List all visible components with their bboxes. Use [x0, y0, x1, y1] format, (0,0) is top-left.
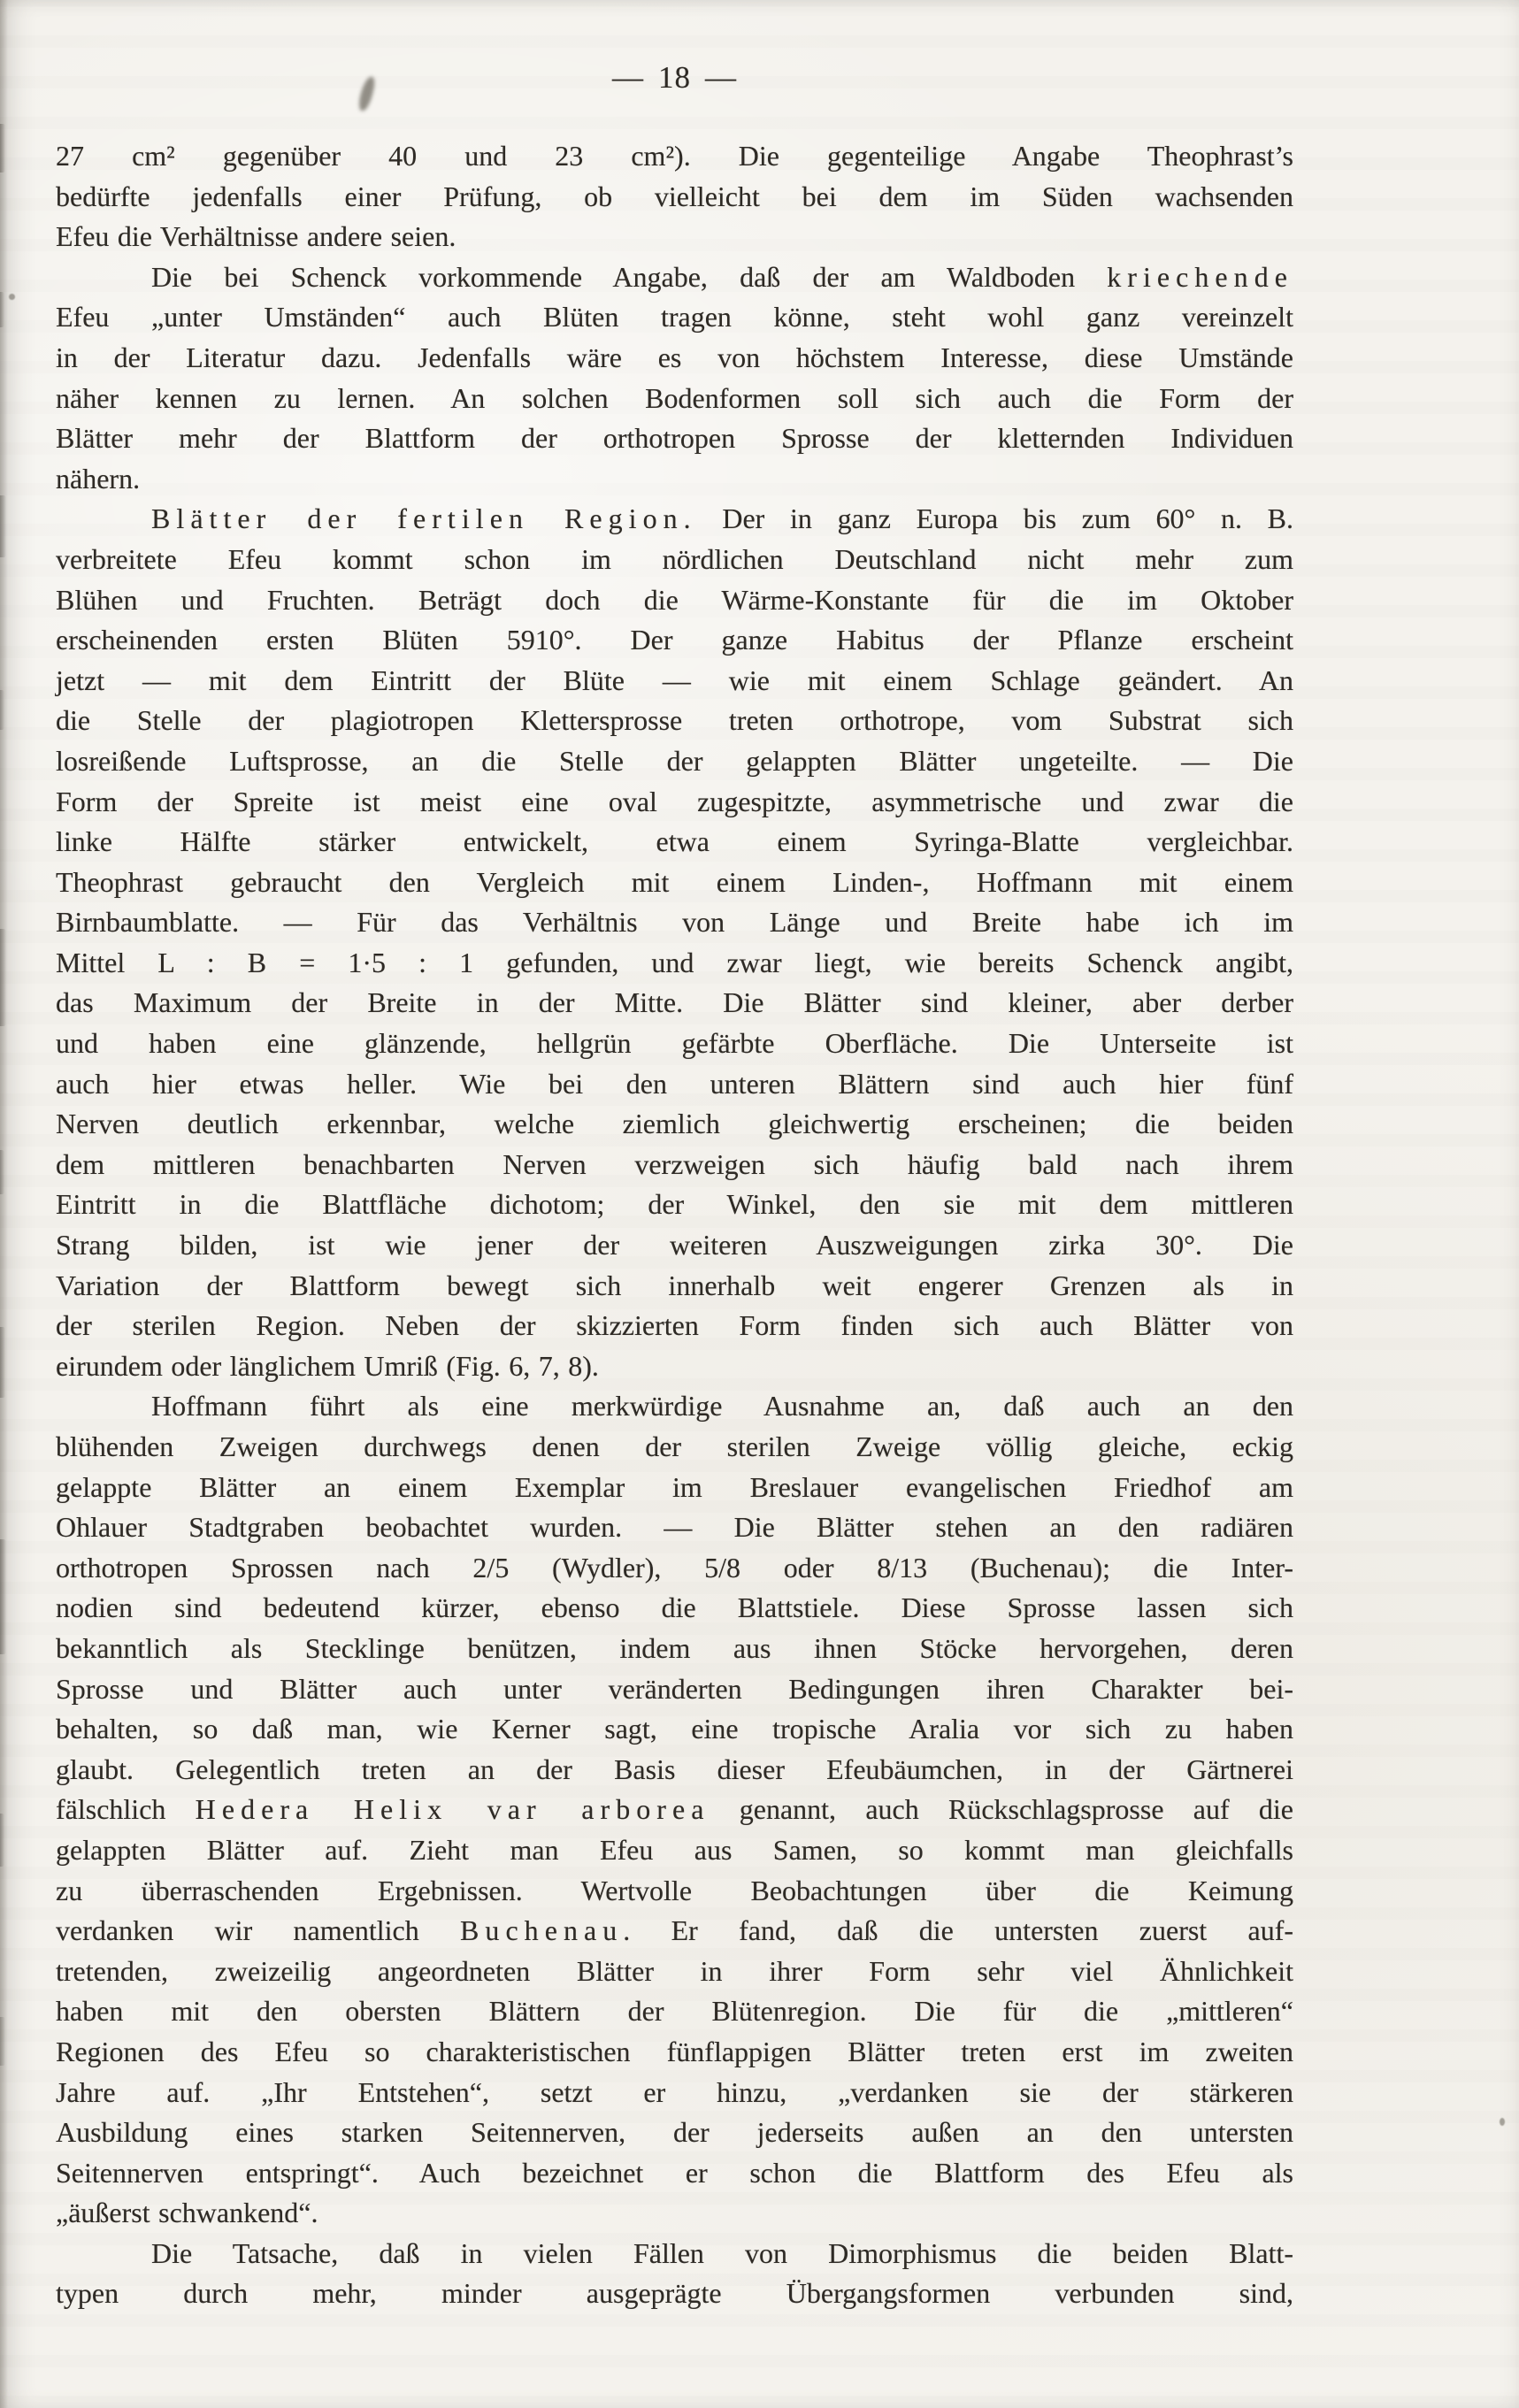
text-line — [56, 661, 1293, 702]
text-segment: Theophrast gebraucht den Vergleich mit einem Linden-, Hoffmann mit einem — [56, 865, 1293, 898]
text-segment: fälschlich — [56, 1793, 196, 1826]
text-segment: Birnbaumblatte. — Für das Verhältnis von Länge und Breite habe ich im — [56, 906, 1293, 939]
text-segment: Blätter mehr der Blattform der orthotropen Sprosse der kletternden Individuen — [56, 422, 1293, 455]
text-line — [56, 983, 1293, 1024]
text-segment: Die bei Schenck vorkommende Angabe, daß der am Waldboden — [151, 260, 1108, 293]
header-dash-left: — — [612, 60, 644, 95]
text-segment: bedürfte jedenfalls einer Prüfung, ob vielleicht bei dem im Süden wachsenden — [56, 180, 1293, 212]
scan-edge-artifact — [0, 1539, 6, 1654]
text-line — [56, 741, 1293, 782]
text-line — [56, 620, 1293, 661]
text-line — [56, 1064, 1293, 1105]
text-line — [56, 2274, 1293, 2314]
text-line — [56, 782, 1293, 823]
text-line — [56, 1629, 1293, 1669]
text-line — [56, 1871, 1293, 1912]
text-segment: Regionen des Efeu so charakteristischen fünflappigen Blätter treten erst im zweiten — [56, 2035, 1293, 2067]
text-segment: Jahre auf. „Ihr Entstehen“, setzt er hinzu, „verdanken sie der stärkeren — [56, 2075, 1293, 2108]
letterspaced-text: Blätter der fertilen Region. — [151, 502, 697, 535]
text-segment: Sprosse und Blätter auch unter veränderten Bedingungen ihren Charakter bei- — [56, 1672, 1293, 1705]
text-segment: glaubt. Gelegentlich treten an der Basis dieser Efeubäumchen, in der Gärtnerei — [56, 1752, 1293, 1785]
text-segment: linke Hälfte stärker entwickelt, etwa einem Syringa-Blatte vergleichbar. — [56, 825, 1293, 858]
scan-edge-artifact — [0, 124, 5, 173]
text-segment: auch hier etwas heller. Wie bei den unteren Blättern sind auch hier fünf — [56, 1067, 1293, 1100]
text-line — [56, 1145, 1293, 1185]
scan-edge-artifact — [0, 1814, 4, 1867]
text-segment: Ausbildung eines starken Seitennerven, der jederseits außen an den untersten — [56, 2116, 1293, 2149]
text-segment: gelappte Blätter an einem Exemplar im Breslauer evangelischen Friedhof am — [56, 1470, 1293, 1503]
text-segment: tretenden, zweizeilig angeordneten Blätter in ihrer Form sehr viel Ähnlichkeit — [56, 1954, 1293, 1987]
text-line — [56, 540, 1293, 580]
text-segment: typen durch mehr, minder ausgeprägte Übergangsformen verbunden sind, — [56, 2277, 1293, 2310]
text-line — [56, 1306, 1293, 1346]
text-segment: Der in ganz Europa bis zum 60° n. B. — [696, 502, 1293, 535]
text-line — [56, 1225, 1293, 1266]
text-segment: näher kennen zu lernen. An solchen Bodenformen soll sich auch die Form der — [56, 381, 1293, 414]
page-number: 18 — [658, 60, 691, 95]
text-segment: nähern. — [56, 462, 141, 495]
text-line — [56, 2153, 1293, 2194]
text-segment: Strang bilden, ist wie jener der weiteren Auszweigungen zirka 30°. Die — [56, 1229, 1293, 1262]
text-segment: zu überraschenden Ergebnissen. Wertvolle Beobachtungen über die Keimung — [56, 1874, 1293, 1906]
text-segment: Variation der Blattform bewegt sich innerhalb weit engerer Grenzen als in — [56, 1269, 1293, 1301]
text-segment: . Er fand, daß die untersten zuerst auf- — [623, 1914, 1294, 1947]
text-segment: und haben eine glänzende, hellgrün gefärbte Oberfläche. Die Unterseite ist — [56, 1027, 1293, 1060]
scan-edge-artifact — [0, 292, 4, 327]
text-line — [56, 2234, 1293, 2274]
text-line — [56, 1548, 1293, 1589]
text-line — [56, 379, 1293, 419]
scan-edge-artifact — [0, 1327, 5, 1398]
text-line — [56, 418, 1293, 459]
text-line — [56, 2032, 1293, 2073]
text-line — [56, 863, 1293, 903]
text-segment: haben mit den obersten Blättern der Blütenregion. Die für die „mittleren“ — [56, 1995, 1293, 2028]
text-segment: „äußerst schwankend“. — [56, 2197, 318, 2229]
text-line — [56, 1911, 1293, 1952]
text-segment: verdanken wir namentlich — [56, 1914, 461, 1947]
scan-edge-artifact — [0, 495, 6, 557]
text-line — [56, 338, 1293, 379]
text-segment: Nerven deutlich erkennbar, welche ziemlich gleichwertig erscheinen; die beiden — [56, 1108, 1293, 1140]
text-line — [56, 297, 1293, 338]
scan-edge-artifact — [0, 690, 4, 730]
ink-speck — [1500, 2118, 1505, 2126]
text-line — [56, 1104, 1293, 1145]
text-segment: Form der Spreite ist meist eine oval zugespitzte, asymmetrische und zwar die — [56, 785, 1293, 817]
text-line — [56, 217, 1293, 257]
header-dash-right: — — [705, 60, 737, 95]
text-line — [56, 2193, 1293, 2234]
ink-speck — [9, 294, 15, 300]
text-segment: dem mittleren benachbarten Nerven verzweigen sich häufig bald nach ihrem — [56, 1147, 1293, 1180]
letterspaced-text: kriechende — [1107, 260, 1293, 293]
text-line — [56, 1024, 1293, 1064]
text-segment: jetzt — mit dem Eintritt der Blüte — wie mit einem Schlage geändert. An — [56, 663, 1293, 696]
text-segment: Eintritt in die Blattfläche dichotom; der Winkel, den sie mit dem mittleren — [56, 1188, 1293, 1221]
text-line — [56, 136, 1293, 177]
text-segment: die Stelle der plagiotropen Klettersprosse treten orthotrope, vom Substrat sich — [56, 704, 1293, 737]
text-segment: blühenden Zweigen durchwegs denen der sterilen Zweige völlig gleiche, eckig — [56, 1430, 1293, 1462]
text-block — [56, 136, 1293, 2314]
text-line — [56, 902, 1293, 943]
text-segment: gelappten Blätter auf. Zieht man Efeu aus Samen, so kommt man gleichfalls — [56, 1833, 1293, 1866]
letterspaced-text: Buchenau — [460, 1914, 624, 1947]
text-line — [56, 1386, 1293, 1427]
page-content — [56, 58, 1293, 2314]
scan-edge-artifact — [0, 929, 6, 1026]
text-line — [56, 1185, 1293, 1225]
text-segment: Efeu „unter Umständen“ auch Blüten tragen könne, steht wohl ganz vereinzelt — [56, 301, 1293, 334]
text-line — [56, 177, 1293, 218]
text-segment: Ohlauer Stadtgraben beobachtet wurden. — Die Blätter stehen an den radiären — [56, 1511, 1293, 1544]
text-line — [56, 580, 1293, 621]
scan-edge-artifact — [0, 1150, 4, 1194]
text-line — [56, 257, 1293, 298]
text-line — [56, 1588, 1293, 1629]
text-line — [56, 1427, 1293, 1468]
page-header — [56, 58, 1293, 97]
text-segment: genannt, auch Rückschlagsprosse auf die — [710, 1793, 1294, 1826]
text-line — [56, 499, 1293, 540]
text-line — [56, 822, 1293, 863]
text-segment: nodien sind bedeutend kürzer, ebenso die Blattstiele. Diese Sprosse lassen sich — [56, 1591, 1293, 1624]
text-line — [56, 1952, 1293, 1992]
text-line — [56, 1709, 1293, 1750]
text-line — [56, 1669, 1293, 1710]
text-segment: Efeu die Verhältnisse andere seien. — [56, 220, 456, 253]
text-line — [56, 1266, 1293, 1307]
text-segment: behalten, so daß man, wie Kerner sagt, eine tropische Aralia vor sich zu haben — [56, 1713, 1293, 1745]
text-segment: Die Tatsache, daß in vielen Fällen von Dimorphismus die beiden Blatt- — [151, 2236, 1293, 2269]
text-segment: Hoffmann führt als eine merkwürdige Ausnahme an, daß auch an den — [151, 1390, 1293, 1423]
text-line — [56, 2073, 1293, 2113]
text-segment: orthotropen Sprossen nach 2/5 (Wydler), 5/8 oder 8/13 (Buchenau); die Inter- — [56, 1551, 1293, 1584]
text-segment: 27 cm² gegenüber 40 und 23 cm²). Die gegenteilige Angabe Theophrast’s — [56, 140, 1293, 172]
text-line — [56, 1468, 1293, 1508]
text-segment: erscheinenden ersten Blüten 5910°. Der ganze Habitus der Pflanze erscheint — [56, 624, 1293, 656]
text-line — [56, 1830, 1293, 1871]
text-segment: eirundem oder länglichem Umriß (Fig. 6, 7, 8). — [56, 1349, 599, 1382]
text-segment: Blühen und Fruchten. Beträgt doch die Wärme-Konstante für die im Oktober — [56, 583, 1293, 616]
text-segment: losreißende Luftsprosse, an die Stelle der gelappten Blätter ungeteilte. — Die — [56, 744, 1293, 777]
scan-edge-artifact — [0, 2017, 5, 2066]
text-segment: Seitennerven entspringt“. Auch bezeichnet er schon die Blattform des Efeu als — [56, 2156, 1293, 2189]
text-line — [56, 1346, 1293, 1387]
text-segment: der sterilen Region. Neben der skizzierten Form finden sich auch Blätter von — [56, 1309, 1293, 1342]
text-segment: Mittel L : B = 1·5 : 1 gefunden, und zwar liegt, wie bereits Schenck angibt, — [56, 946, 1293, 978]
text-line — [56, 701, 1293, 741]
text-line — [56, 943, 1293, 984]
text-segment: verbreitete Efeu kommt schon im nördlichen Deutschland nicht mehr zum — [56, 542, 1293, 575]
text-line — [56, 2113, 1293, 2153]
text-segment: das Maximum der Breite in der Mitte. Die Blätter sind kleiner, aber derber — [56, 986, 1293, 1019]
text-line — [56, 1507, 1293, 1548]
text-line — [56, 1750, 1293, 1791]
text-segment: bekanntlich als Stecklinge benützen, indem aus ihnen Stöcke hervorgehen, deren — [56, 1631, 1293, 1664]
text-line — [56, 1790, 1293, 1830]
text-line — [56, 459, 1293, 500]
letterspaced-text: Hedera Helix var arborea — [195, 1793, 710, 1826]
text-line — [56, 1991, 1293, 2032]
text-segment: in der Literatur dazu. Jedenfalls wäre es von höchstem Interesse, diese Umstände — [56, 341, 1293, 373]
